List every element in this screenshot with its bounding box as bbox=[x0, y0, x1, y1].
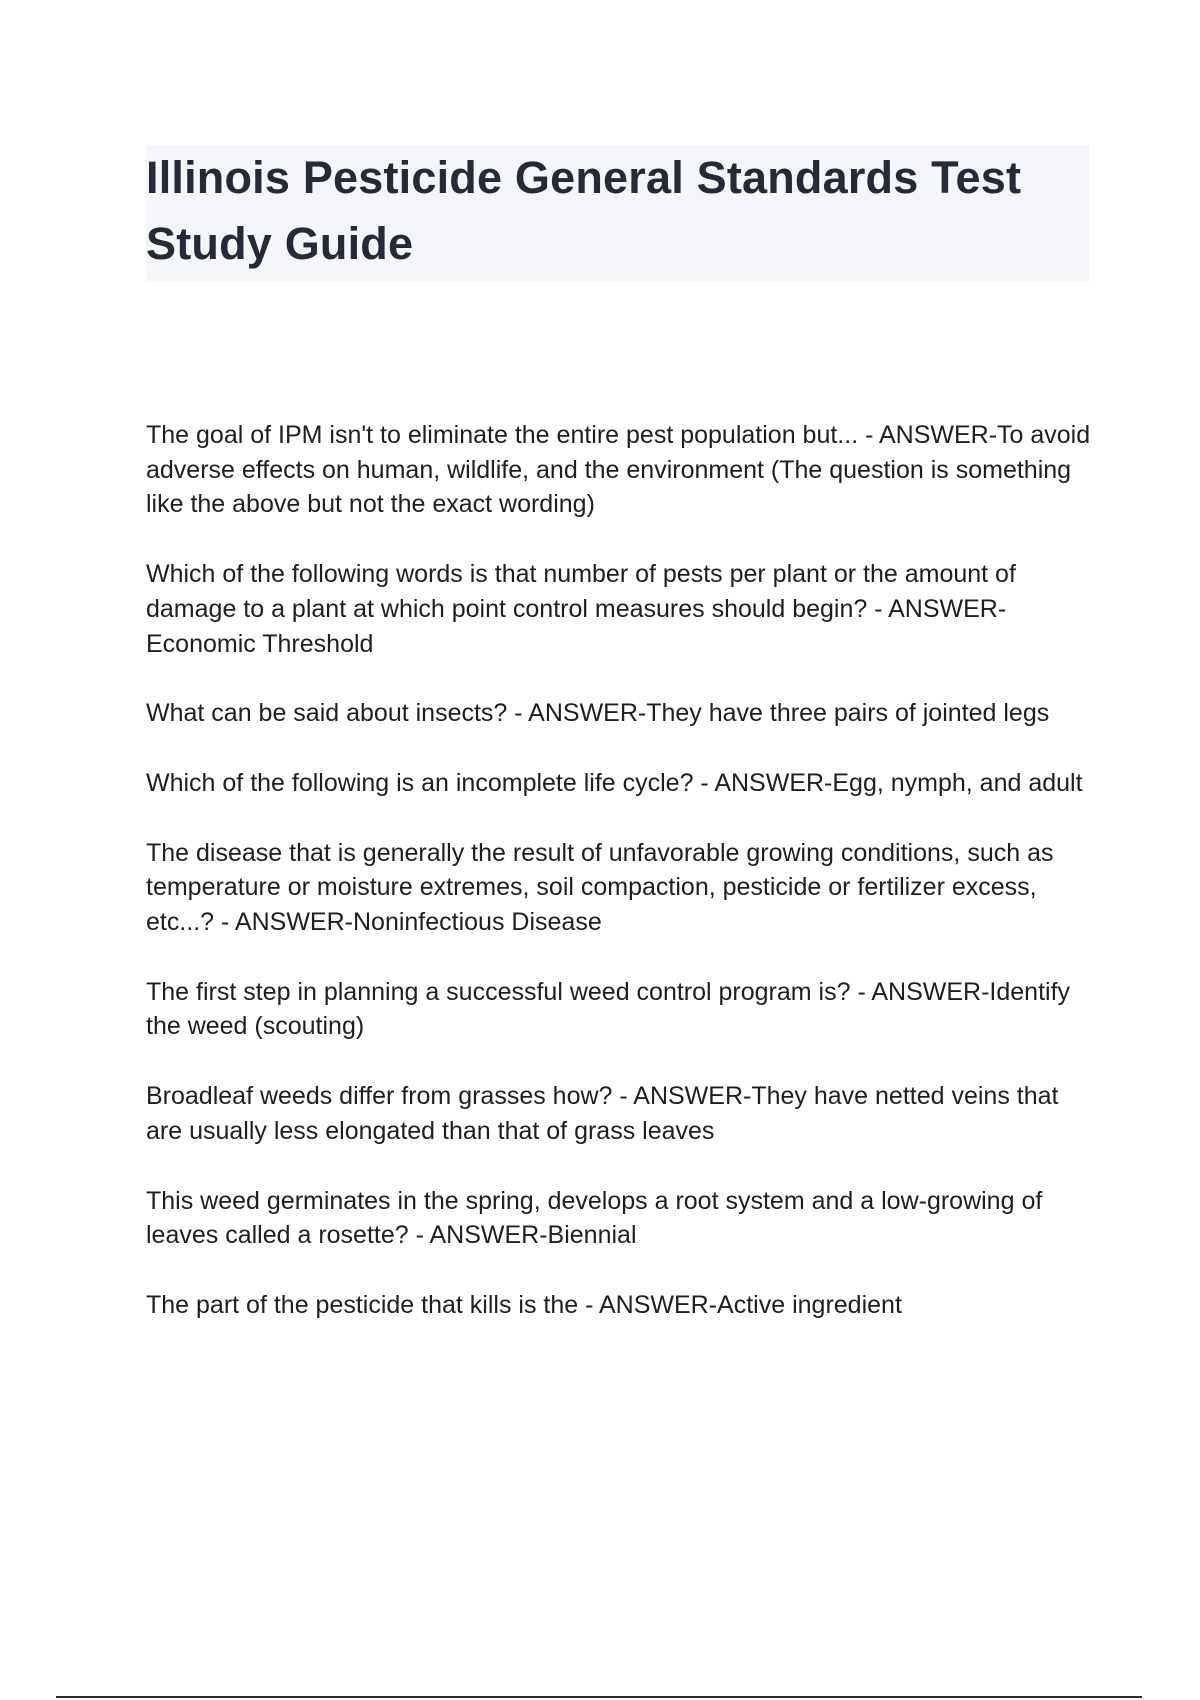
qa-item: The first step in planning a successful weed control program is? - ANSWER-Identify the weed (scouting) bbox=[146, 977, 1071, 1041]
page-title: Illinois Pesticide General Standards Test Study Guide bbox=[146, 152, 1022, 269]
qa-item: The goal of IPM isn't to eliminate the entire pest population but... - ANSWER-To avoid adverse effects on human, wildlife, and the environment (The question is something like the above but not the exact wording) bbox=[146, 421, 1091, 519]
qa-item: This weed germinates in the spring, develops a root system and a low-growing of leaves called a rosette? - ANSWER-Biennial bbox=[146, 1186, 1043, 1250]
qa-item: Which of the following words is that number of pests per plant or the amount of damage to a plant at which point control measures should begin? - ANSWER-Economic Threshold bbox=[146, 560, 1016, 658]
qa-list bbox=[146, 418, 1096, 1358]
footer-divider bbox=[56, 1696, 1142, 1698]
title-banner bbox=[146, 145, 1089, 281]
qa-item: Which of the following is an incomplete life cycle? - ANSWER-Egg, nymph, and adult bbox=[146, 768, 1083, 797]
qa-item: The disease that is generally the result of unfavorable growing conditions, such as temperature or moisture extremes, soil compaction, pesticide or fertilizer excess, etc...? - ANSWER-Noninfectious Disease bbox=[146, 838, 1054, 937]
qa-item: Broadleaf weeds differ from grasses how? - ANSWER-They have netted veins that are usually less elongated than that of grass leaves bbox=[146, 1082, 1059, 1145]
qa-item: What can be said about insects? - ANSWER-They have three pairs of jointed legs bbox=[146, 699, 1050, 728]
qa-item: The part of the pesticide that kills is the - ANSWER-Active ingredient bbox=[146, 1290, 902, 1319]
